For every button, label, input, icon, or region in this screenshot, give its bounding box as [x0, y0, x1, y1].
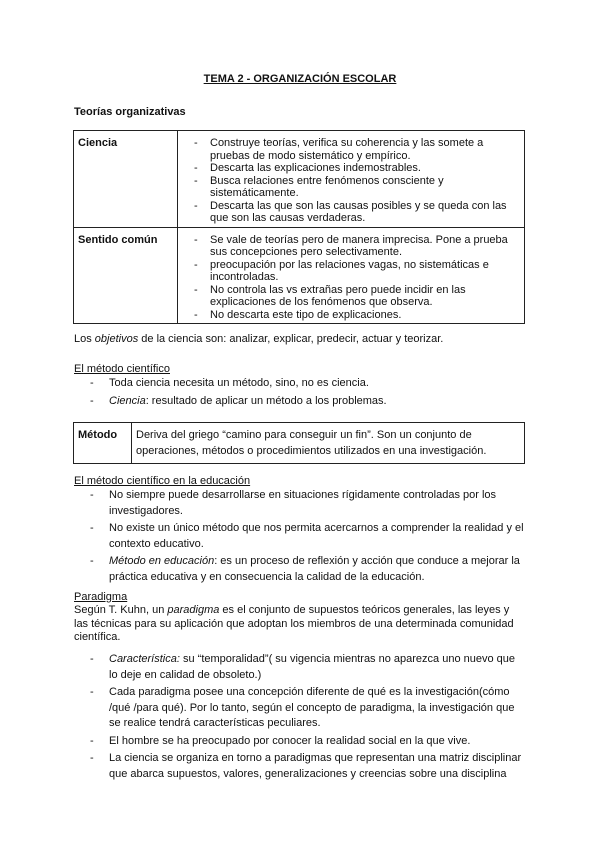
list-item: - Descarta las que son las causas posibles y se queda con las que son las causas verdaderas.	[182, 200, 520, 225]
row-content-sentido-comun	[178, 227, 525, 324]
caracteristica-emphasis: Característica:	[109, 653, 180, 665]
list-item: - La ciencia se organiza en torno a paradigmas que representan una matriz disciplinar que abarca supuestos, valores, generalizaciones y creencias sobre una disciplina	[74, 751, 526, 782]
list-item	[74, 652, 526, 683]
list-item: - No descarta este tipo de explicaciones.	[182, 309, 520, 322]
paradigma-intro	[74, 604, 526, 645]
row-label-sentido-comun: Sentido común	[74, 227, 178, 324]
row-label-ciencia: Ciencia	[74, 131, 178, 228]
list-item: - Construye teorías, verifica su coherencia y las somete a pruebas de modo sistemático y empírico.	[182, 137, 520, 162]
comparison-table	[73, 130, 525, 324]
page-title: TEMA 2 - ORGANIZACIÓN ESCOLAR	[203, 73, 397, 85]
caracteristica-text: su “temporalidad”( su vigencia mientras no aparezca uno nuevo que lo deje en calidad de obsoleto.)	[109, 653, 516, 681]
list-item: - El hombre se ha preocupado por conocer la realidad social en la que vive.	[74, 734, 526, 750]
objectives-text-after: de la ciencia son: analizar, explicar, predecir, actuar y teorizar.	[138, 333, 444, 345]
list-item: - No siempre puede desarrollarse en situaciones rígidamente controladas por los investigadores.	[74, 488, 526, 519]
list-item: - Busca relaciones entre fenómenos consciente y sistemáticamente.	[182, 175, 520, 200]
paradigma-intro-before: Según T. Kuhn, un	[74, 604, 168, 616]
paradigma-intro-after: es el conjunto de supuestos teóricos generales, las leyes y las técnicas para su aplicación que adoptan los miembros de una determinada comunidad científica.	[74, 604, 514, 643]
ciencia-emphasis: Ciencia	[109, 394, 146, 407]
list-item	[74, 554, 526, 585]
row-content-ciencia	[178, 131, 525, 228]
list-item: - No controla las vs extrañas pero puede incidir en las explicaciones de los fenómenos que observa.	[182, 284, 520, 309]
list-item: - Cada paradigma posee una concepción diferente de qué es la investigación(cómo /qué /para qué). Por lo tanto, según el concepto de paradigma, la investigación que se realice tendrá características peculiares.	[74, 685, 526, 732]
metodo-definition-box	[73, 422, 525, 464]
metodo-cientifico-heading: El método científico	[74, 363, 170, 375]
objectives-text-before: Los	[74, 333, 95, 345]
metodo-educacion-emphasis: Método en educación	[109, 555, 215, 567]
list-item	[74, 394, 526, 410]
metodo-definition: Deriva del griego “camino para conseguir un fin”. Son un conjunto de operaciones, métodos o procedimientos utilizados en una investigación.	[132, 423, 525, 464]
table-row	[74, 227, 525, 324]
metodo-educacion-list	[74, 488, 526, 587]
list-item: - Toda ciencia necesita un método, sino, no es ciencia.	[74, 376, 526, 392]
list-item: - preocupación por las relaciones vagas, no sistemáticas e incontroladas.	[182, 259, 520, 284]
list-item: - Se vale de teorías pero de manera imprecisa. Pone a prueba sus concepciones pero selectivamente.	[182, 234, 520, 259]
paradigma-heading: Paradigma	[74, 591, 128, 603]
paradigma-list	[74, 652, 526, 784]
metodo-educacion-heading: El método científico en la educación	[74, 475, 251, 487]
metodo-cientifico-list	[74, 376, 526, 411]
ciencia-definition: : resultado de aplicar un método a los problemas.	[145, 394, 387, 407]
list-item: - No existe un único método que nos permita acercarnos a comprender la realidad y el contexto educativo.	[74, 521, 526, 552]
section-heading: Teorías organizativas	[74, 106, 186, 118]
metodo-educacion-definition: : es un proceso de reflexión y acción que conduce a mejorar la práctica educativa y en consecuencia la calidad de la educación.	[109, 555, 520, 583]
metodo-label: Método	[74, 423, 132, 464]
table-row	[74, 131, 525, 228]
objectives-emphasis: objetivos	[94, 333, 139, 345]
table-row	[74, 423, 525, 464]
list-item: - Descarta las explicaciones indemostrables.	[182, 162, 520, 175]
objectives-paragraph	[74, 332, 443, 346]
paradigma-emphasis: paradigma	[167, 604, 220, 616]
